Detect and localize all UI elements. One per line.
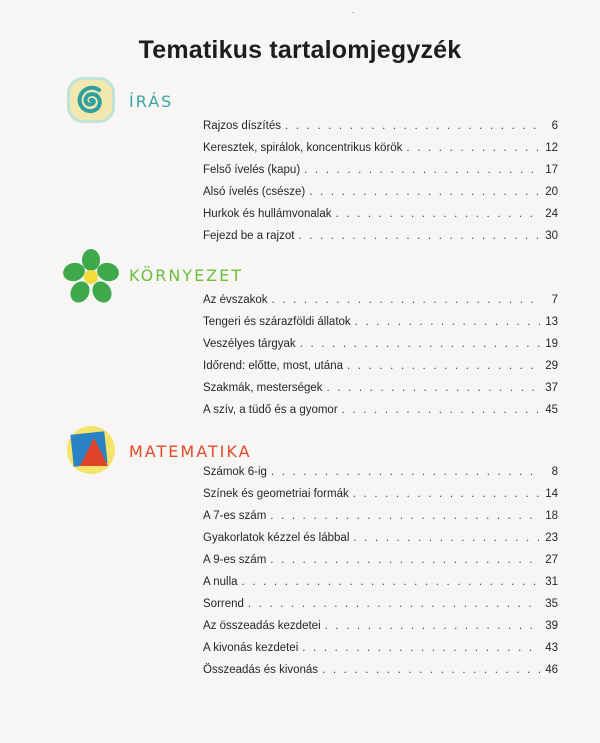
shapes-icon: [64, 424, 118, 476]
toc-entry-title: Keresztek, spirálok, koncentrikus körök: [203, 142, 403, 154]
section-label-iras: ÍRÁS: [129, 92, 174, 111]
toc-entry-page: 37: [545, 382, 558, 394]
toc-entry-page: 43: [545, 642, 558, 654]
toc-entry-page: 20: [545, 186, 558, 198]
toc-entry[interactable]: [203, 120, 558, 140]
leader-dots: [270, 554, 540, 566]
toc-entry[interactable]: [203, 142, 558, 162]
toc-entry-title: A 7-es szám: [203, 510, 267, 522]
leader-dots: [355, 316, 540, 328]
toc-entry-page: 46: [545, 664, 558, 676]
flower-icon: [62, 248, 120, 306]
toc-entry-page: 30: [545, 230, 558, 242]
toc-entry[interactable]: [203, 554, 558, 574]
leader-dots: [271, 466, 540, 478]
toc-entry[interactable]: [203, 488, 558, 508]
toc-entry[interactable]: [203, 230, 558, 250]
toc-entry-title: Rajzos díszítés: [203, 120, 281, 132]
toc-entry-title: Sorrend: [203, 598, 244, 610]
toc-entry-title: Időrend: előtte, most, utána: [203, 360, 344, 372]
toc-entry-title: A kivonás kezdetei: [203, 642, 299, 654]
toc-entry-title: A 9-es szám: [203, 554, 267, 566]
toc-entry[interactable]: [203, 510, 558, 530]
toc-entry[interactable]: [203, 532, 558, 552]
toc-entry[interactable]: [203, 382, 558, 402]
leader-dots: [342, 404, 540, 416]
toc-entry[interactable]: [203, 664, 558, 684]
toc-entry-title: Számok 6-ig: [203, 466, 267, 478]
toc-entry-page: 19: [545, 338, 558, 350]
toc-entry-page: 45: [545, 404, 558, 416]
leader-dots: [309, 186, 540, 198]
toc-entry[interactable]: [203, 338, 558, 358]
toc-entry-title: Összeadás és kivonás: [203, 664, 319, 676]
toc-entry[interactable]: [203, 316, 558, 336]
toc-entry-page: 35: [545, 598, 558, 610]
leader-dots: [327, 382, 540, 394]
toc-entry-page: 29: [545, 360, 558, 372]
toc-entry-page: 27: [545, 554, 558, 566]
toc-entry[interactable]: [203, 642, 558, 662]
toc-entry-title: Hurkok és hullámvonalak: [203, 208, 332, 220]
toc-entry-page: 12: [545, 142, 558, 154]
toc-entry-page: 23: [545, 532, 558, 544]
toc-entry-title: Felső ívelés (kapu): [203, 164, 301, 176]
toc-entry-page: 39: [545, 620, 558, 632]
toc-entry-title: Szakmák, mesterségek: [203, 382, 323, 394]
toc-entry-page: 31: [545, 576, 558, 588]
toc-entry[interactable]: [203, 620, 558, 640]
toc-entry-page: 24: [545, 208, 558, 220]
toc-entry-title: Gyakorlatok kézzel és lábbal: [203, 532, 350, 544]
toc-entry-title: Színek és geometriai formák: [203, 488, 349, 500]
spiral-icon: [64, 74, 118, 126]
scan-speck: [352, 12, 354, 13]
leader-dots: [325, 620, 540, 632]
toc-entry[interactable]: [203, 576, 558, 596]
leader-dots: [285, 120, 540, 132]
toc-entry-page: 7: [551, 294, 558, 306]
leader-dots: [270, 510, 540, 522]
leader-dots: [242, 576, 540, 588]
toc-entry[interactable]: [203, 598, 558, 618]
leader-dots: [322, 664, 540, 676]
toc-entry-page: 17: [545, 164, 558, 176]
toc-entry-title: Veszélyes tárgyak: [203, 338, 296, 350]
toc-entry-title: A nulla: [203, 576, 238, 588]
leader-dots: [353, 488, 540, 500]
toc-entry-title: Tengeri és szárazföldi állatok: [203, 316, 351, 328]
toc-entry[interactable]: [203, 294, 558, 314]
leader-dots: [248, 598, 540, 610]
toc-entry-page: 6: [551, 120, 558, 132]
section-label-matematika: MATEMATIKA: [129, 442, 252, 461]
toc-entry-page: 13: [545, 316, 558, 328]
section-label-kornyezet: KÖRNYEZET: [129, 266, 244, 285]
leader-dots: [304, 164, 540, 176]
leader-dots: [300, 338, 540, 350]
toc-entry-title: Az évszakok: [203, 294, 268, 306]
toc-entry[interactable]: [203, 404, 558, 424]
toc-entry-title: Alsó ívelés (csésze): [203, 186, 306, 198]
leader-dots: [335, 208, 540, 220]
toc-entry-title: Az összeadás kezdetei: [203, 620, 321, 632]
leader-dots: [298, 230, 540, 242]
toc-entry[interactable]: [203, 466, 558, 486]
toc-entry-title: Fejezd be a rajzot: [203, 230, 295, 242]
toc-entry-page: 8: [551, 466, 558, 478]
page-title: Tematikus tartalomjegyzék: [138, 36, 462, 64]
toc-entry-title: A szív, a tüdő és a gyomor: [203, 404, 338, 416]
leader-dots: [302, 642, 540, 654]
leader-dots: [272, 294, 540, 306]
leader-dots: [347, 360, 540, 372]
toc-entry-page: 18: [545, 510, 558, 522]
toc-entry-page: 14: [545, 488, 558, 500]
toc-entry[interactable]: [203, 164, 558, 184]
leader-dots: [353, 532, 540, 544]
toc-entry[interactable]: [203, 208, 558, 228]
toc-entry[interactable]: [203, 186, 558, 206]
toc-entry[interactable]: [203, 360, 558, 380]
leader-dots: [406, 142, 540, 154]
